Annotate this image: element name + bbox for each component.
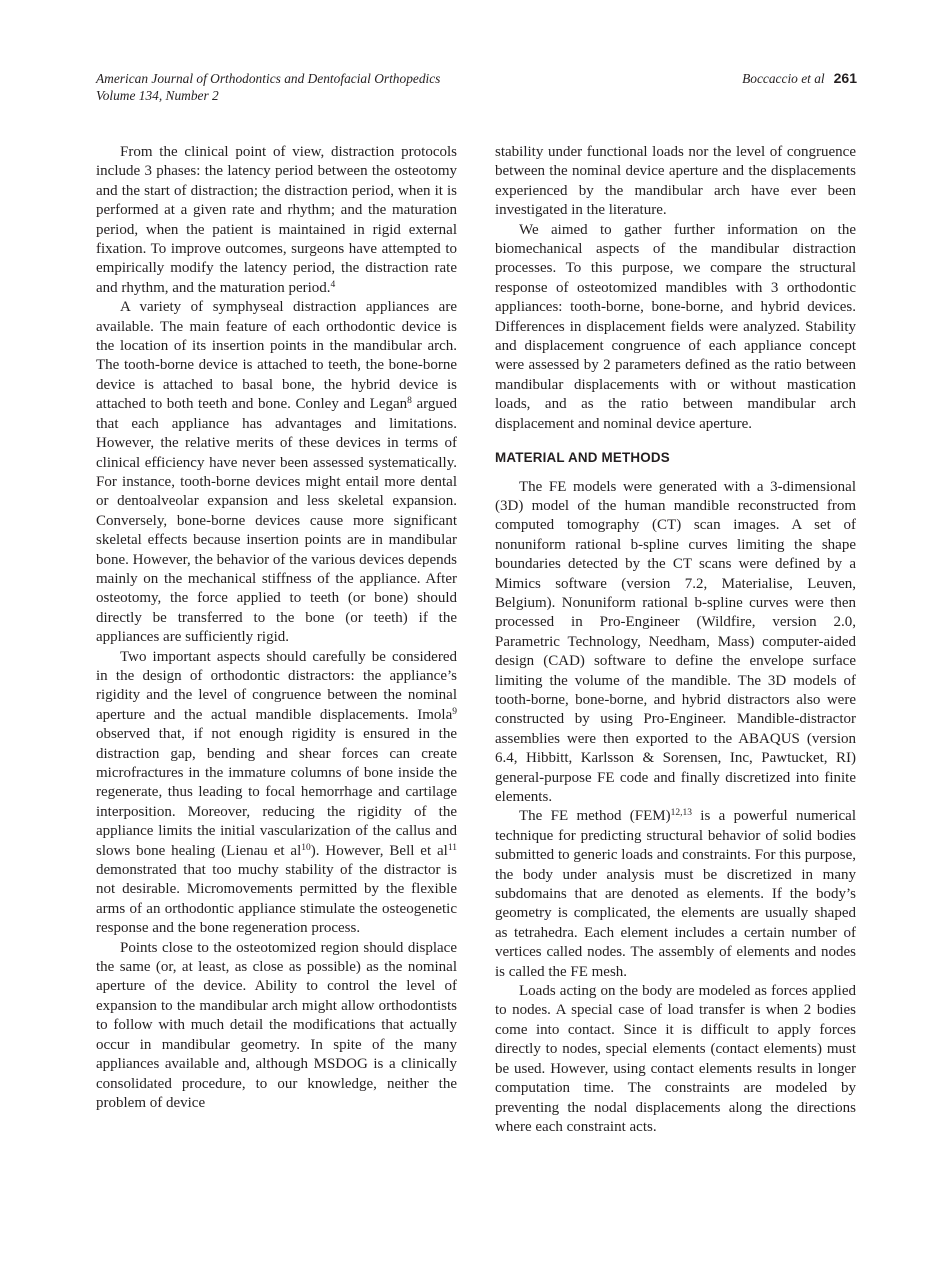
- running-header-journal: [96, 70, 440, 104]
- journal-title: American Journal of Orthodontics and Dentofacial Orthopedics: [96, 71, 441, 86]
- paragraph-text: is a powerful numerical technique for predicting structural behavior of solid bodies submitted to generic loads and constraints. For this purpose, the body under analysis must be discretized in many subdomains that are denoted as elements. If the body’s geometry is complicated, the elements are usually shaped as tetrahedra. Each element includes a certain number of vertices called nodes. The assembly of elements and nodes is called the FE mesh.: [495, 808, 856, 980]
- paragraph-text: The FE models were generated with a 3-dimensional (3D) model of the human mandible reconstructed from computed tomography (CT) scan images. A set of nonuniform rational b-spline curves limiting the shape boundaries detected by the CT scans were defined by a Mimics software (version 7.2, Materialise, Leuven, Belgium). Nonuniform rational b-spline curves were then processed in Pro-Engineer (Wildfire, version 2.0, Parametric Technology, Needham, Mass) computer-aided design (CAD) software to define the envelope surface limiting the volume of the mandible. The 3D models of tooth-borne, bone-borne, and hybrid distractors also were constructed by using Pro-Engineer. Mandible-distractor assemblies were then exported to the ABAQUS (version 6.4, Hibbitt, Karlsson & Sorensen, Inc, Pawtucket, RI) general-purpose FE code and finally discretized into finite elements.: [495, 478, 856, 805]
- paragraph-text: The FE method (FEM): [519, 808, 671, 825]
- section-heading: MATERIAL AND METHODS: [495, 450, 670, 466]
- citation-ref: 11: [447, 842, 457, 853]
- author-line: Boccaccio et al: [742, 71, 825, 86]
- paragraph-text: We aimed to gather further information on the biomechanical aspects of the mandibular distraction processes. To this purpose, we compare the structural response of osteotomized mandibles with 3 orthodontic appliances: tooth-borne, bone-borne, and hybrid devices. Differences in displacement fields were analyzed. Stability and displacement congruence of each appliance concept were assessed by 2 parameters defined as the ratio between mandibular displacements with or without mastication loads, and as the ratio between mandibular arch displacement and nominal device aperture.: [495, 221, 856, 432]
- right-column: [495, 143, 856, 1137]
- running-header-author: [742, 70, 857, 87]
- paragraph: [96, 298, 457, 647]
- paragraph-text: Two important aspects should carefully be considered in the design of orthodontic distractors: the appliance’s rigidity and the level of congruence between the nominal aperture and the actual mandible displacements. Imola: [96, 648, 457, 723]
- citation-ref: 4: [330, 279, 336, 290]
- paragraph-text: stability under functional loads nor the level of congruence between the nominal device aperture and the displacements experienced by the mandibular arch have ever been investigated in the literature.: [495, 144, 856, 219]
- paragraph: [495, 143, 856, 221]
- left-column: [96, 143, 457, 1113]
- citation-ref: 12,13: [670, 808, 692, 819]
- paragraph-text: Loads acting on the body are modeled as forces applied to nodes. A special case of load transfer is when 2 bodies come into contact. Since it is difficult to apply forces directly to nodes, special elements (contact elements) must be used. However, using contact elements results in longer computation time. The constraints are modeled by preventing the nodal displacements along the directions where each constraint acts.: [495, 983, 856, 1135]
- paragraph-text: ). However, Bell et al: [310, 842, 448, 859]
- citation-ref: 9: [452, 706, 457, 717]
- paragraph: [495, 478, 856, 808]
- paragraph: [96, 939, 457, 1114]
- paragraph-text: argued that each appliance has advantages and limitations. However, the relative merits of these devices in terms of clinical efficiency have never been assessed systematically. For instance, tooth-borne devices might entail more dental or dentoalveolar expansion and less skeletal expansion. Conversely, bone-borne devices cause more significant skeletal effects because insertion points are in mandibular bone. However, the behavior of the various devices depends mainly on the mechanical stiffness of the appliance. After osteotomy, the force applied to teeth (or bone) should directly be transferred to the bone (or teeth) if the appliances are sufficiently rigid.: [96, 396, 457, 646]
- paragraph: [495, 221, 856, 434]
- page-number: 261: [833, 70, 857, 86]
- paragraph-text: demonstrated that too muchy stability of the distractor is not desirable. Micromovements permitted by the flexible arms of an orthodontic appliance stimulate the osteogenetic response and the bone regeneration process.: [96, 862, 457, 937]
- paragraph-text: observed that, if not enough rigidity is ensured in the distraction gap, bending and shear forces can create microfractures in the immature columns of bone inside the regenerate, thus leading to focal hemorrhage and cartilage interposition. Moreover, reducing the rigidity of the appliance limits the initial vascularization of the callus and slows bone healing (Lienau et al: [96, 726, 457, 859]
- journal-volume: Volume 134, Number 2: [96, 88, 219, 103]
- paragraph-text: Points close to the osteotomized region should displace the same (or, at least, as close as possible) as the nominal aperture of the device. Ability to control the level of expansion to the mandibular arch might allow orthodontists to follow with much detail the modifications that actually occur in mandibular geometry. In spite of the many appliances available and, although MSDOG is a clinically consolidated procedure, to our knowledge, neither the problem of device: [96, 939, 457, 1111]
- citation-ref: 10: [301, 842, 311, 853]
- paragraph-text: From the clinical point of view, distraction protocols include 3 phases: the latency period between the osteotomy and the start of distraction; the distraction period, when it is performed at a given rate and rhythm; and the maturation period, when the patient is maintained in rigid external fixation. To improve outcomes, surgeons have attempted to empirically modify the latency period, the distraction rate and rhythm, and the maturation period.: [96, 144, 457, 296]
- citation-ref: 8: [407, 396, 412, 407]
- paragraph: [96, 143, 457, 298]
- paragraph: [96, 648, 457, 939]
- paragraph: [495, 982, 856, 1137]
- paragraph-text: A variety of symphyseal distraction appliances are available. The main feature of each orthodontic device is the location of its insertion points in the mandibular arch. The tooth-borne device is attached to teeth, the bone-borne device is attached to basal bone, the hybrid device is attached to both teeth and bone. Conley and Legan: [96, 299, 457, 413]
- paragraph: [495, 807, 856, 982]
